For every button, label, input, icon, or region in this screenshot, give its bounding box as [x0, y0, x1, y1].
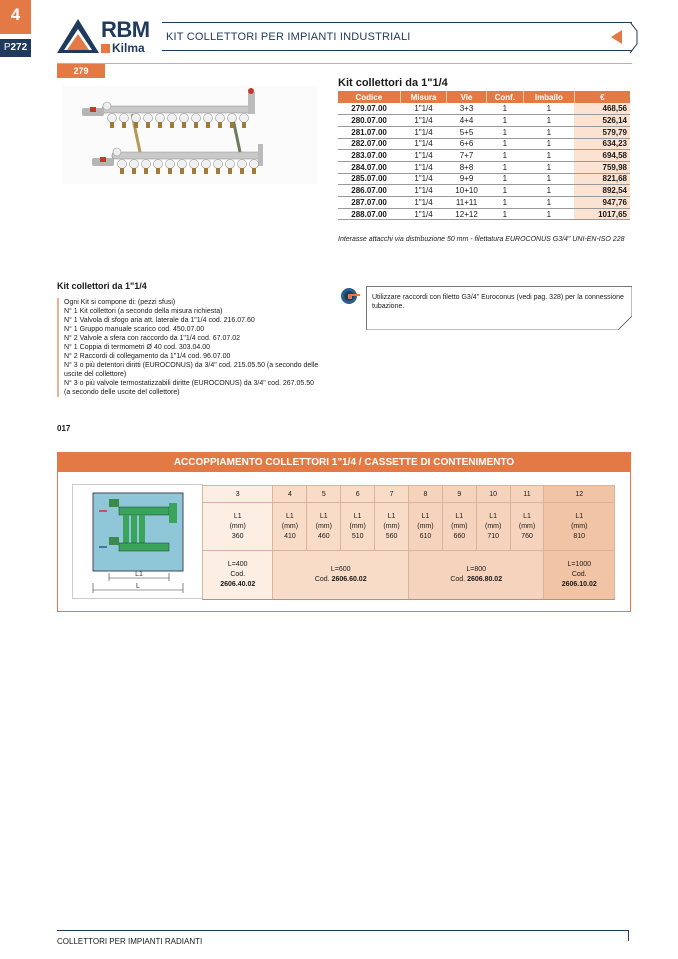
l1-cell-line: 660	[453, 532, 466, 540]
cell-conf: 1	[486, 161, 523, 173]
valve-stem	[156, 168, 160, 174]
cell-conf: 1	[486, 103, 523, 115]
l1-cell	[307, 503, 341, 551]
kit-list-item: N° 2 Valvole a sfera con raccordo da 1"1/4 cod. 67.07.02	[64, 335, 240, 342]
cell-code: 281.07.00	[338, 126, 400, 138]
cell-price: 634,23	[574, 138, 630, 150]
tip-text: Utilizzare raccordi con filetto G3/4" Euroconus (vedi pag. 328) per la connessione tubazione.	[372, 294, 624, 310]
cell-size: 1"1/4	[400, 150, 447, 162]
price-table-row	[338, 115, 630, 127]
ways-cell: 6	[341, 486, 375, 503]
banner-corner	[630, 22, 638, 53]
cabinet-code: 2606.80.02	[467, 576, 503, 583]
cell-pack: 1	[524, 161, 575, 173]
valve-knob	[192, 114, 201, 123]
cell-pack: 1	[524, 185, 575, 197]
footer-rule	[57, 930, 629, 931]
cabinet-code: 2606.40.02	[220, 581, 256, 588]
kit-list-item: N° 1 Coppia di termometri Ø 40 cod. 303.04.00	[64, 344, 210, 351]
cell-code: 286.07.00	[338, 185, 400, 197]
cell-ways: 10+10	[447, 185, 486, 197]
brand-logo	[57, 19, 157, 53]
price-table-row	[338, 126, 630, 138]
l1-cell	[442, 503, 476, 551]
l1-cell	[544, 503, 615, 551]
cabinet-code-line	[203, 570, 272, 590]
kit-list-item: N° 3 o più valvole termostatizzabili diritte (EUROCONUS) da 3/4" cod. 267.05.50 (a secondo delle uscite del collettore)	[64, 380, 315, 396]
kit-list-item: N° 3 o più detentori diritti (EUROCONUS) da 3/4" cod. 215.05.50 (a secondo delle uscite del collettore)	[64, 362, 319, 378]
back-arrow-icon[interactable]	[611, 30, 622, 44]
cell-size: 1"1/4	[400, 103, 447, 115]
price-table-row	[338, 197, 630, 209]
cabinet-code-line	[273, 575, 408, 585]
cell-code: 287.07.00	[338, 197, 400, 209]
valve-stem	[216, 168, 220, 174]
valve-stem	[182, 122, 186, 128]
page-number: 272	[10, 42, 28, 53]
cabinet-length: L=600	[330, 566, 351, 573]
l1-cell-line: (mm)	[281, 522, 299, 530]
cell-conf: 1	[486, 150, 523, 162]
cell-code: 285.07.00	[338, 173, 400, 185]
cell-pack: 1	[524, 126, 575, 138]
valve-stem	[134, 122, 138, 128]
valve-stem	[194, 122, 198, 128]
kilma-icon	[101, 44, 110, 53]
l1-cell-line: (mm)	[229, 522, 246, 530]
cell-conf: 1	[486, 115, 523, 127]
cell-pack: 1	[524, 138, 575, 150]
cabinet-cod-label: Cod.	[450, 576, 466, 583]
cell-conf: 1	[486, 126, 523, 138]
cabinet-cell	[408, 551, 544, 600]
cell-pack: 1	[524, 173, 575, 185]
cabinet-length: L=400	[227, 561, 248, 568]
l1-cell-line: L1	[455, 512, 464, 520]
page-prefix: P	[3, 42, 11, 53]
valve-knob	[130, 160, 139, 169]
valve-stem	[110, 122, 114, 128]
cabinet-cod-label: Cod.	[571, 571, 587, 578]
table-title: Kit collettori da 1"1/4	[338, 77, 448, 89]
price-table-row	[338, 185, 630, 197]
cabinet-code: 2606.60.02	[331, 576, 367, 583]
kit-title: Kit collettori da 1"1/4	[57, 281, 147, 291]
diagram-label-l: L	[136, 583, 140, 590]
cell-code: 288.07.00	[338, 208, 400, 220]
valve-knob	[216, 114, 225, 123]
l1-cell-line: (mm)	[451, 522, 468, 530]
cabinet-length: L=1000	[567, 561, 592, 568]
cell-pack: 1	[524, 197, 575, 209]
valve-knob	[166, 160, 175, 169]
cabinet-drawing	[73, 485, 204, 600]
l1-cell-line: 560	[385, 532, 398, 540]
valve-stem	[168, 168, 172, 174]
coupling-table	[202, 485, 615, 600]
l1-cell-line: 610	[419, 532, 432, 540]
valve-stem	[132, 168, 136, 174]
col-size: Misura	[400, 91, 447, 103]
product-photo	[62, 86, 317, 184]
cell-code: 282.07.00	[338, 138, 400, 150]
footer-text: COLLETTORI PER IMPIANTI RADIANTI	[57, 937, 203, 946]
valve-stem	[230, 122, 234, 128]
cell-conf: 1	[486, 173, 523, 185]
valve-knob	[202, 160, 211, 169]
price-table-row	[338, 138, 630, 150]
col-ways: Vie	[447, 91, 486, 103]
rbm-triangle-icon	[57, 19, 99, 53]
l1-cell-line: 360	[231, 532, 244, 540]
l1-cell-line: (mm)	[417, 522, 434, 530]
cell-size: 1"1/4	[400, 197, 447, 209]
l1-cell-line: 710	[487, 532, 499, 540]
price-table	[338, 91, 630, 220]
brand-sub	[101, 41, 145, 55]
l1-cell	[375, 503, 409, 551]
cell-ways: 3+3	[447, 103, 486, 115]
cell-size: 1"1/4	[400, 126, 447, 138]
cell-size: 1"1/4	[400, 173, 447, 185]
cell-code: 284.07.00	[338, 161, 400, 173]
cell-code: 280.07.00	[338, 115, 400, 127]
valve-knob	[120, 114, 129, 123]
valve-stem	[204, 168, 208, 174]
cabinet-cell	[544, 551, 615, 600]
l1-cell-line: (mm)	[571, 522, 588, 530]
valve-stem	[122, 122, 126, 128]
ways-cell: 10	[476, 486, 510, 503]
cell-price: 694,58	[574, 150, 630, 162]
ways-cell: 11	[510, 486, 544, 503]
col-pack: Imballo	[524, 91, 575, 103]
cell-price: 468,56	[574, 103, 630, 115]
valve-stem	[192, 168, 196, 174]
col-conf: Conf.	[486, 91, 523, 103]
cabinet-cell	[273, 551, 409, 600]
kit-list-item: N° 1 Valvola di sfogo aria att. laterale da 1"1/4 cod. 216.07.60	[64, 317, 255, 324]
cell-code: 279.07.00	[338, 103, 400, 115]
valve-knob	[132, 114, 141, 123]
l1-row	[203, 503, 615, 551]
cell-ways: 7+7	[447, 150, 486, 162]
valve-knob	[154, 160, 163, 169]
valve-knob	[214, 160, 223, 169]
cell-ways: 12+12	[447, 208, 486, 220]
kit-list-item: N° 2 Raccordi di collegamento da 1"1/4 cod. 96.07.00	[64, 353, 231, 360]
cabinet-diagram	[72, 484, 203, 599]
l1-cell-line: L1	[387, 512, 396, 520]
cabinet-cell	[203, 551, 273, 600]
l1-cell	[510, 503, 544, 551]
section-divider	[57, 63, 632, 64]
kit-list-item: N° 1 Kit collettori (a secondo della misura richiesta)	[64, 308, 223, 315]
cell-conf: 1	[486, 138, 523, 150]
cell-ways: 4+4	[447, 115, 486, 127]
valve-knob	[180, 114, 189, 123]
header-banner	[162, 22, 632, 51]
l1-cell	[273, 503, 307, 551]
cabinet-length: L=800	[466, 566, 487, 573]
tip-box-border	[366, 286, 632, 330]
cabinet-code-line	[544, 570, 614, 590]
cabinet-code-line	[409, 575, 544, 585]
table-note: Interasse attacchi via distribuzione 50 mm - filettatura EUROCONUS G3/4" UNI-EN-ISO 228	[338, 236, 625, 243]
l1-cell	[408, 503, 442, 551]
ways-row	[203, 486, 615, 503]
valve-knob	[178, 160, 187, 169]
col-code: Codice	[338, 91, 400, 103]
cell-pack: 1	[524, 103, 575, 115]
cabinet-cod-label: Cod.	[230, 571, 246, 578]
valve-knob	[204, 114, 213, 123]
cell-size: 1"1/4	[400, 161, 447, 173]
valve-stem	[252, 168, 256, 174]
l1-cell-line: L1	[421, 512, 430, 520]
price-table-row	[338, 103, 630, 115]
page-number-tab	[0, 39, 31, 57]
cell-size: 1"1/4	[400, 138, 447, 150]
cabinet-code: 2606.10.02	[561, 581, 597, 588]
cell-price: 947,76	[574, 197, 630, 209]
ways-cell: 4	[273, 486, 307, 503]
l1-cell-line: 760	[521, 532, 533, 540]
l1-cell-line: (mm)	[315, 522, 332, 530]
valve-knob	[142, 160, 151, 169]
ways-cell: 7	[375, 486, 409, 503]
l1-cell-line: (mm)	[518, 522, 536, 530]
l1-cell-line: (mm)	[484, 522, 502, 530]
coupling-title: ACCOPPIAMENTO COLLETTORI 1"1/4 / CASSETTE DI CONTENIMENTO	[58, 453, 630, 472]
valve-knob	[240, 114, 249, 123]
valve-stem	[240, 168, 244, 174]
valve-knob	[226, 160, 235, 169]
valve-stem	[242, 122, 246, 128]
footer-tick	[628, 930, 629, 941]
price-table-row	[338, 208, 630, 220]
chapter-tab[interactable]: 4	[0, 0, 31, 34]
cell-price: 1017,65	[574, 208, 630, 220]
valve-stem	[170, 122, 174, 128]
l1-cell-line: 810	[573, 532, 586, 540]
ways-cell: 9	[442, 486, 476, 503]
valve-stem	[228, 168, 232, 174]
cell-conf: 1	[486, 197, 523, 209]
l1-cell-line: L1	[233, 512, 242, 520]
cell-price: 821,68	[574, 173, 630, 185]
cell-size: 1"1/4	[400, 185, 447, 197]
cell-size: 1"1/4	[400, 208, 447, 220]
valve-stem	[206, 122, 210, 128]
valve-knob	[108, 114, 117, 123]
price-table-row	[338, 173, 630, 185]
valve-stem	[146, 122, 150, 128]
header-title: KIT COLLETTORI PER IMPIANTI INDUSTRIALI	[166, 31, 411, 43]
cell-pack: 1	[524, 150, 575, 162]
l1-cell-line: L1	[523, 512, 531, 520]
kit-list-item: Ogni Kit si compone di: (pezzi sfusi)	[64, 299, 176, 306]
manifold-upper	[82, 88, 255, 116]
brand-name: RBM	[101, 17, 150, 42]
l1-cell	[476, 503, 510, 551]
cell-price: 759,98	[574, 161, 630, 173]
l1-cell-line: 460	[317, 532, 330, 540]
product-badge: 279	[57, 64, 105, 78]
ways-cell: 12	[544, 486, 615, 503]
cell-conf: 1	[486, 185, 523, 197]
cell-price: 579,79	[574, 126, 630, 138]
price-table-header	[338, 91, 630, 103]
valve-knob	[238, 160, 247, 169]
valve-knob	[168, 114, 177, 123]
cell-price: 892,54	[574, 185, 630, 197]
l1-cell-line: (mm)	[383, 522, 400, 530]
kit-list-item: N° 1 Gruppo manuale scarico cod. 450.07.00	[64, 326, 205, 333]
l1-cell	[203, 503, 273, 551]
l1-cell-line: L1	[286, 512, 294, 520]
ways-cell: 5	[307, 486, 341, 503]
valve-stem	[180, 168, 184, 174]
l1-cell-line: 410	[284, 532, 296, 540]
valve-knob	[228, 114, 237, 123]
l1-cell-line: L1	[489, 512, 498, 520]
coupling-section	[57, 452, 631, 612]
price-table-row	[338, 150, 630, 162]
cell-price: 526,14	[574, 115, 630, 127]
cell-pack: 1	[524, 115, 575, 127]
valve-knob	[144, 114, 153, 123]
diagram-label-l1: L1	[135, 571, 143, 578]
ways-cell: 8	[408, 486, 442, 503]
valve-knob	[156, 114, 165, 123]
l1-cell-line: (mm)	[349, 522, 366, 530]
brand-sub-label: Kilma	[112, 41, 145, 55]
reference-code: 017	[57, 424, 71, 433]
l1-cell	[341, 503, 375, 551]
cell-conf: 1	[486, 208, 523, 220]
l1-cell-line: L1	[353, 512, 362, 520]
cell-ways: 6+6	[447, 138, 486, 150]
cell-ways: 5+5	[447, 126, 486, 138]
kit-contents-list	[57, 298, 322, 397]
pointing-hand-icon	[340, 287, 362, 305]
cell-ways: 9+9	[447, 173, 486, 185]
valve-stem	[144, 168, 148, 174]
l1-cell-line: 510	[351, 532, 364, 540]
cell-code: 283.07.00	[338, 150, 400, 162]
valve-stem	[158, 122, 162, 128]
valve-stem	[218, 122, 222, 128]
ways-cell: 3	[203, 486, 273, 503]
col-price: €	[574, 91, 630, 103]
cell-ways: 11+11	[447, 197, 486, 209]
cell-pack: 1	[524, 208, 575, 220]
l1-cell-line: L1	[319, 512, 328, 520]
cell-ways: 8+8	[447, 161, 486, 173]
valve-knob	[190, 160, 199, 169]
price-table-row	[338, 161, 630, 173]
cabinet-cod-label: Cod.	[314, 576, 330, 583]
valve-knob	[250, 160, 259, 169]
l1-cell-line: L1	[575, 512, 584, 520]
valve-knob	[118, 160, 127, 169]
cabinet-row	[203, 551, 615, 600]
valve-stem	[120, 168, 124, 174]
cell-size: 1"1/4	[400, 115, 447, 127]
